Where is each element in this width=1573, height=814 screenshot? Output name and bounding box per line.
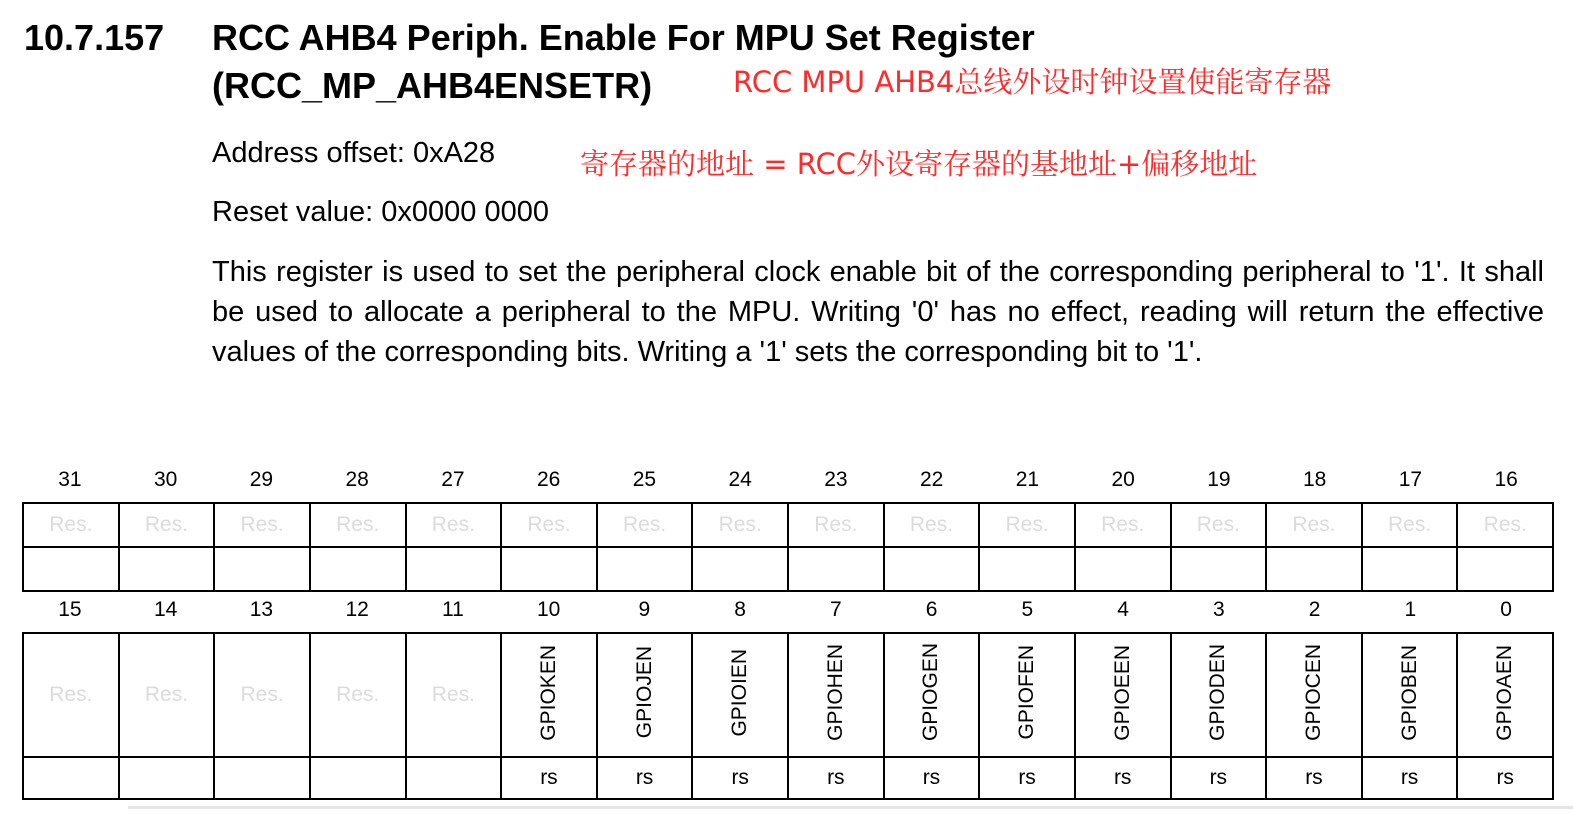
bit-field-cell: [119, 633, 215, 757]
bit-number: 7: [830, 598, 842, 621]
access-cell: [1075, 757, 1171, 799]
access-cell: [119, 547, 215, 591]
access-cell: [214, 547, 310, 591]
access-cell: [788, 547, 884, 591]
reserved-label: Res.: [527, 513, 571, 536]
reserved-label: Res.: [49, 683, 93, 706]
access-cell: [1266, 547, 1362, 591]
reserved-label: Res.: [718, 513, 762, 536]
bit-number: 13: [249, 598, 274, 621]
bit-number: 12: [345, 598, 369, 621]
field-name: GPIOAEN: [1493, 644, 1517, 741]
reserved-label: Res.: [144, 683, 189, 706]
access-type: rs: [540, 766, 558, 789]
bit-number: 25: [632, 468, 657, 491]
access-cell: [692, 757, 788, 799]
title-annotation: RCC MPU AHB4总线外设时钟设置使能寄存器: [733, 65, 1332, 99]
access-cell: [979, 757, 1075, 799]
reserved-label: Res.: [49, 513, 93, 536]
access-cell: [310, 757, 406, 799]
upper-bit-numbers: [22, 468, 1554, 492]
bit-field-cell: [692, 633, 788, 757]
bit-field-cell: [310, 633, 406, 757]
bit-field-cell: [23, 633, 119, 757]
bit-field-cell: [597, 633, 693, 757]
bit-number: 21: [1015, 468, 1040, 491]
reserved-label: Res.: [1005, 513, 1049, 536]
reserved-label: Res.: [240, 683, 284, 706]
reserved-label: Res.: [909, 513, 954, 536]
bit-field-cell: [501, 503, 597, 547]
access-cell: [1171, 757, 1267, 799]
register-lower-half: [22, 632, 1554, 800]
access-cell: [406, 757, 502, 799]
bit-field-cell: [1266, 503, 1362, 547]
bit-number: 28: [345, 468, 369, 491]
bit-field-cell: [1457, 503, 1553, 547]
upper-access-row: [23, 547, 1553, 591]
page-divider: [128, 806, 1573, 809]
access-cell: [501, 547, 597, 591]
bit-field-cell: [788, 633, 884, 757]
bit-number: 19: [1207, 468, 1231, 491]
bit-number: 3: [1213, 598, 1225, 621]
bit-number: 26: [536, 468, 561, 491]
access-cell: [1457, 547, 1553, 591]
field-name: GPIOCEN: [1301, 644, 1325, 741]
bit-number: 15: [58, 598, 82, 621]
access-cell: [1075, 547, 1171, 591]
bit-field-cell: [979, 633, 1075, 757]
access-type: rs: [1496, 766, 1514, 789]
bit-number: 9: [638, 598, 651, 621]
bit-number: 22: [919, 468, 944, 491]
field-name: GPIODEN: [1206, 644, 1230, 741]
access-cell: [501, 757, 597, 799]
lower-access-row: [23, 757, 1553, 799]
register-name: (RCC_MP_AHB4ENSETR): [212, 65, 653, 106]
register-upper-half: [22, 502, 1554, 592]
reserved-label: Res.: [431, 513, 475, 536]
access-type: rs: [922, 766, 941, 789]
access-cell: [884, 547, 980, 591]
bit-number: 23: [824, 468, 848, 491]
address-offset: Address offset: 0xA28: [212, 137, 496, 169]
bit-field-cell: [1075, 633, 1171, 757]
bit-field-cell: [119, 503, 215, 547]
bit-number: 20: [1111, 468, 1135, 491]
bit-number: 11: [441, 598, 464, 621]
field-name: GPIOBEN: [1397, 644, 1421, 741]
bit-number: 31: [58, 468, 82, 491]
access-cell: [597, 757, 693, 799]
access-type: rs: [1018, 766, 1036, 789]
access-cell: [1457, 757, 1553, 799]
bit-field-cell: [214, 503, 310, 547]
access-cell: [119, 757, 215, 799]
reserved-label: Res.: [431, 683, 475, 706]
bit-field-cell: [884, 503, 980, 547]
access-type: rs: [1400, 766, 1419, 789]
bit-field-cell: [1457, 633, 1553, 757]
bit-field-cell: [310, 503, 406, 547]
access-type: rs: [1209, 766, 1228, 789]
field-name: GPIOKEN: [536, 644, 560, 741]
access-cell: [597, 547, 693, 591]
bit-number: 16: [1494, 468, 1518, 491]
bit-number: 18: [1302, 468, 1327, 491]
access-type: rs: [1113, 766, 1132, 789]
reserved-label: Res.: [814, 513, 858, 536]
reserved-label: Res.: [622, 513, 667, 536]
bit-field-cell: [501, 633, 597, 757]
bit-field-cell: [884, 633, 980, 757]
lower-bit-numbers: [22, 598, 1554, 622]
access-cell: [406, 547, 502, 591]
field-name: GPIOIEN: [728, 648, 752, 737]
field-name: GPIOGEN: [919, 643, 943, 742]
bit-field-cell: [406, 503, 502, 547]
bit-field-cell: [597, 503, 693, 547]
access-type: rs: [731, 766, 749, 789]
access-type: rs: [827, 766, 845, 789]
bit-number: 5: [1021, 598, 1034, 621]
bit-field-cell: [692, 503, 788, 547]
access-cell: [788, 757, 884, 799]
bit-number: 27: [441, 468, 465, 491]
access-cell: [884, 757, 980, 799]
access-type: rs: [1305, 766, 1323, 789]
bit-field-cell: [1362, 633, 1458, 757]
bit-field-cell: [1171, 633, 1267, 757]
reset-value: Reset value: 0x0000 0000: [212, 196, 549, 228]
bit-field-cell: [979, 503, 1075, 547]
access-cell: [23, 757, 119, 799]
bit-number: 2: [1308, 598, 1321, 621]
access-cell: [214, 757, 310, 799]
bit-number: 24: [728, 468, 752, 491]
bit-field-cell: [1075, 503, 1171, 547]
reserved-label: Res.: [1387, 513, 1432, 536]
bit-number: 6: [925, 598, 938, 621]
section-number: 10.7.157: [24, 17, 165, 58]
access-cell: [1362, 547, 1458, 591]
bit-number: 29: [249, 468, 274, 491]
reserved-label: Res.: [1483, 513, 1527, 536]
bit-field-cell: [788, 503, 884, 547]
field-name: GPIOFEN: [1015, 645, 1039, 740]
reserved-label: Res.: [336, 513, 380, 536]
bit-field-cell: [1362, 503, 1458, 547]
section-title: RCC AHB4 Periph. Enable For MPU Set Register: [212, 17, 1035, 58]
register-description: This register is used to set the peripheral clock enable bit of the corresponding peripheral to '1'. It shall be used to allocate a peripheral to the MPU. Writing '0' has no effect, reading will return the effective values of the corresponding bits. Writing a '1' sets the corresponding bit to '1'.: [212, 256, 1544, 368]
bit-number: 0: [1500, 598, 1512, 621]
access-cell: [1362, 757, 1458, 799]
reserved-label: Res.: [336, 683, 380, 706]
reserved-label: Res.: [1101, 513, 1145, 536]
access-cell: [23, 547, 119, 591]
access-cell: [1266, 757, 1362, 799]
field-name: GPIOJEN: [632, 646, 656, 739]
bit-number: 30: [153, 468, 178, 491]
bit-number: 4: [1117, 598, 1129, 621]
address-annotation: 寄存器的地址 = RCC外设寄存器的基地址+偏移地址: [580, 147, 1258, 181]
bit-number: 10: [536, 598, 561, 621]
upper-field-row: [23, 503, 1553, 547]
field-name: GPIOEEN: [1110, 644, 1134, 741]
access-cell: [692, 547, 788, 591]
bit-number: 1: [1404, 598, 1417, 621]
bit-number: 8: [734, 598, 746, 621]
reserved-label: Res.: [240, 513, 284, 536]
bit-number: 17: [1398, 468, 1423, 491]
field-name: GPIOHEN: [823, 644, 847, 741]
access-cell: [310, 547, 406, 591]
bit-field-cell: [406, 633, 502, 757]
bit-number: 14: [153, 598, 178, 621]
reserved-label: Res.: [144, 513, 189, 536]
bit-field-cell: [214, 633, 310, 757]
lower-field-row: [23, 633, 1553, 757]
access-cell: [979, 547, 1075, 591]
reserved-label: Res.: [1196, 513, 1240, 536]
bit-field-cell: [1266, 633, 1362, 757]
reserved-label: Res.: [1292, 513, 1336, 536]
access-cell: [1171, 547, 1267, 591]
access-type: rs: [635, 766, 654, 789]
bit-field-cell: [23, 503, 119, 547]
bit-field-cell: [1171, 503, 1267, 547]
